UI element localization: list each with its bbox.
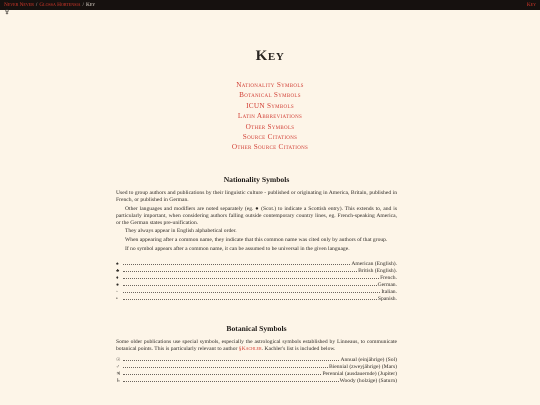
- breadcrumb-separator: /: [82, 2, 85, 8]
- nationality-paragraph: Used to group authors and publications by their linguistic culture - published or originating in America, Britain, published in French, or published in German.: [116, 189, 397, 203]
- nationality-heading: Nationality Symbols: [223, 175, 290, 184]
- nationality-paragraph: Other languages and modifiers are noted separately (eg. ● (Scot.) to indicate a Scottish entry). This extends to, and is particularly important, when considering authors falling outside contemporary country lines, eg. French-speaking America, or the German states pre-unification.: [116, 205, 397, 226]
- botanical-symbol: ☉: [116, 358, 121, 364]
- botanical-symbol-list: [116, 356, 397, 384]
- nationality-section: [116, 177, 397, 301]
- home-icon[interactable]: [4, 9, 10, 15]
- list-item: [116, 356, 397, 363]
- dot-leader: [123, 370, 321, 376]
- breadcrumb-never-never[interactable]: Never Never: [4, 2, 34, 8]
- nationality-label: German.: [377, 281, 397, 288]
- list-item: [116, 280, 397, 287]
- list-item: [116, 363, 397, 370]
- botanical-paragraph: Some older publications use special symbols, especially the astrological symbols established by Linneaus, to communicate botanical points. This is particularly relevant to author §Kachler. Kachler's list is included below.: [116, 338, 397, 352]
- botanical-symbol: ♂: [116, 365, 120, 371]
- nationality-symbol-list: [116, 259, 397, 301]
- nationality-label: American (English).: [351, 260, 397, 267]
- nationality-label: British (English).: [358, 267, 397, 274]
- breadcrumb-separator: /: [35, 2, 38, 8]
- table-of-contents: [0, 80, 540, 153]
- nationality-paragraph: When appearing after a common name, they indicate that this common name was cited only by authors of that group.: [125, 237, 388, 244]
- nationality-symbol: ♠: [116, 261, 119, 267]
- list-item: [116, 259, 397, 266]
- nationality-paragraph: If no symbol appears after a common name, it can be assumed to be universal in the given language.: [125, 246, 350, 253]
- nationality-symbol: ●: [116, 282, 120, 288]
- list-item: [116, 294, 397, 301]
- botanical-symbol: ♃: [116, 372, 121, 378]
- dot-leader: [123, 259, 350, 265]
- dot-leader: [123, 266, 357, 272]
- botanical-heading: Botanical Symbols: [226, 324, 287, 333]
- nationality-paragraph: They always appear in English alphabetical order.: [125, 228, 237, 235]
- nationality-label: Italian.: [381, 288, 397, 295]
- nationality-symbol: ♦: [116, 275, 119, 281]
- toc-link-source-citations[interactable]: Source Citations: [242, 133, 298, 142]
- nationality-symbol: •: [116, 296, 118, 302]
- dot-leader: [123, 273, 379, 279]
- toc-link-other-source-citations[interactable]: Other Source Citations: [231, 143, 309, 152]
- botanical-label: Annual (einjährige) (Sol): [340, 357, 397, 364]
- dot-leader: [123, 280, 377, 286]
- botanical-label: Perennial (ausdauernde) (Jupiter): [322, 371, 397, 378]
- breadcrumb-current: Key: [86, 2, 96, 8]
- dot-leader: [123, 377, 339, 383]
- botanical-label: Biennial (zweyjährige) (Mars): [328, 364, 397, 371]
- top-bar: [0, 0, 540, 10]
- toc-link-nationality[interactable]: Nationality Symbols: [236, 81, 304, 89]
- toc-link-latin[interactable]: Latin Abbreviations: [237, 112, 303, 121]
- breadcrumb: [4, 0, 95, 10]
- kachler-link[interactable]: §Kachler: [238, 345, 262, 352]
- toc-link-other-symbols[interactable]: Other Symbols: [245, 122, 295, 131]
- nationality-label: French.: [380, 274, 397, 281]
- nationality-label: Spanish.: [377, 295, 397, 302]
- botanical-section: [116, 326, 397, 384]
- botanical-label: Woody (holzige) (Saturn): [339, 378, 397, 385]
- dot-leader: [123, 356, 339, 362]
- botanical-symbol: ♄: [116, 379, 121, 385]
- list-item: [116, 266, 397, 273]
- list-item: [116, 287, 397, 294]
- page-title: Key: [255, 48, 285, 64]
- dot-leader: [123, 287, 380, 293]
- nationality-symbol: ◦: [116, 289, 118, 295]
- list-item: [116, 273, 397, 280]
- list-item: [116, 370, 397, 377]
- toc-link-botanical[interactable]: Botanical Symbols: [239, 91, 301, 100]
- dot-leader: [123, 294, 377, 300]
- toc-link-icun[interactable]: ICUN Symbols: [246, 101, 294, 110]
- list-item: [116, 377, 397, 384]
- breadcrumb-glossa-hortensia[interactable]: Glossa Hortensia: [39, 2, 81, 8]
- nationality-symbol: ♣: [116, 268, 120, 274]
- dot-leader: [123, 363, 328, 369]
- key-link[interactable]: Key: [526, 2, 536, 8]
